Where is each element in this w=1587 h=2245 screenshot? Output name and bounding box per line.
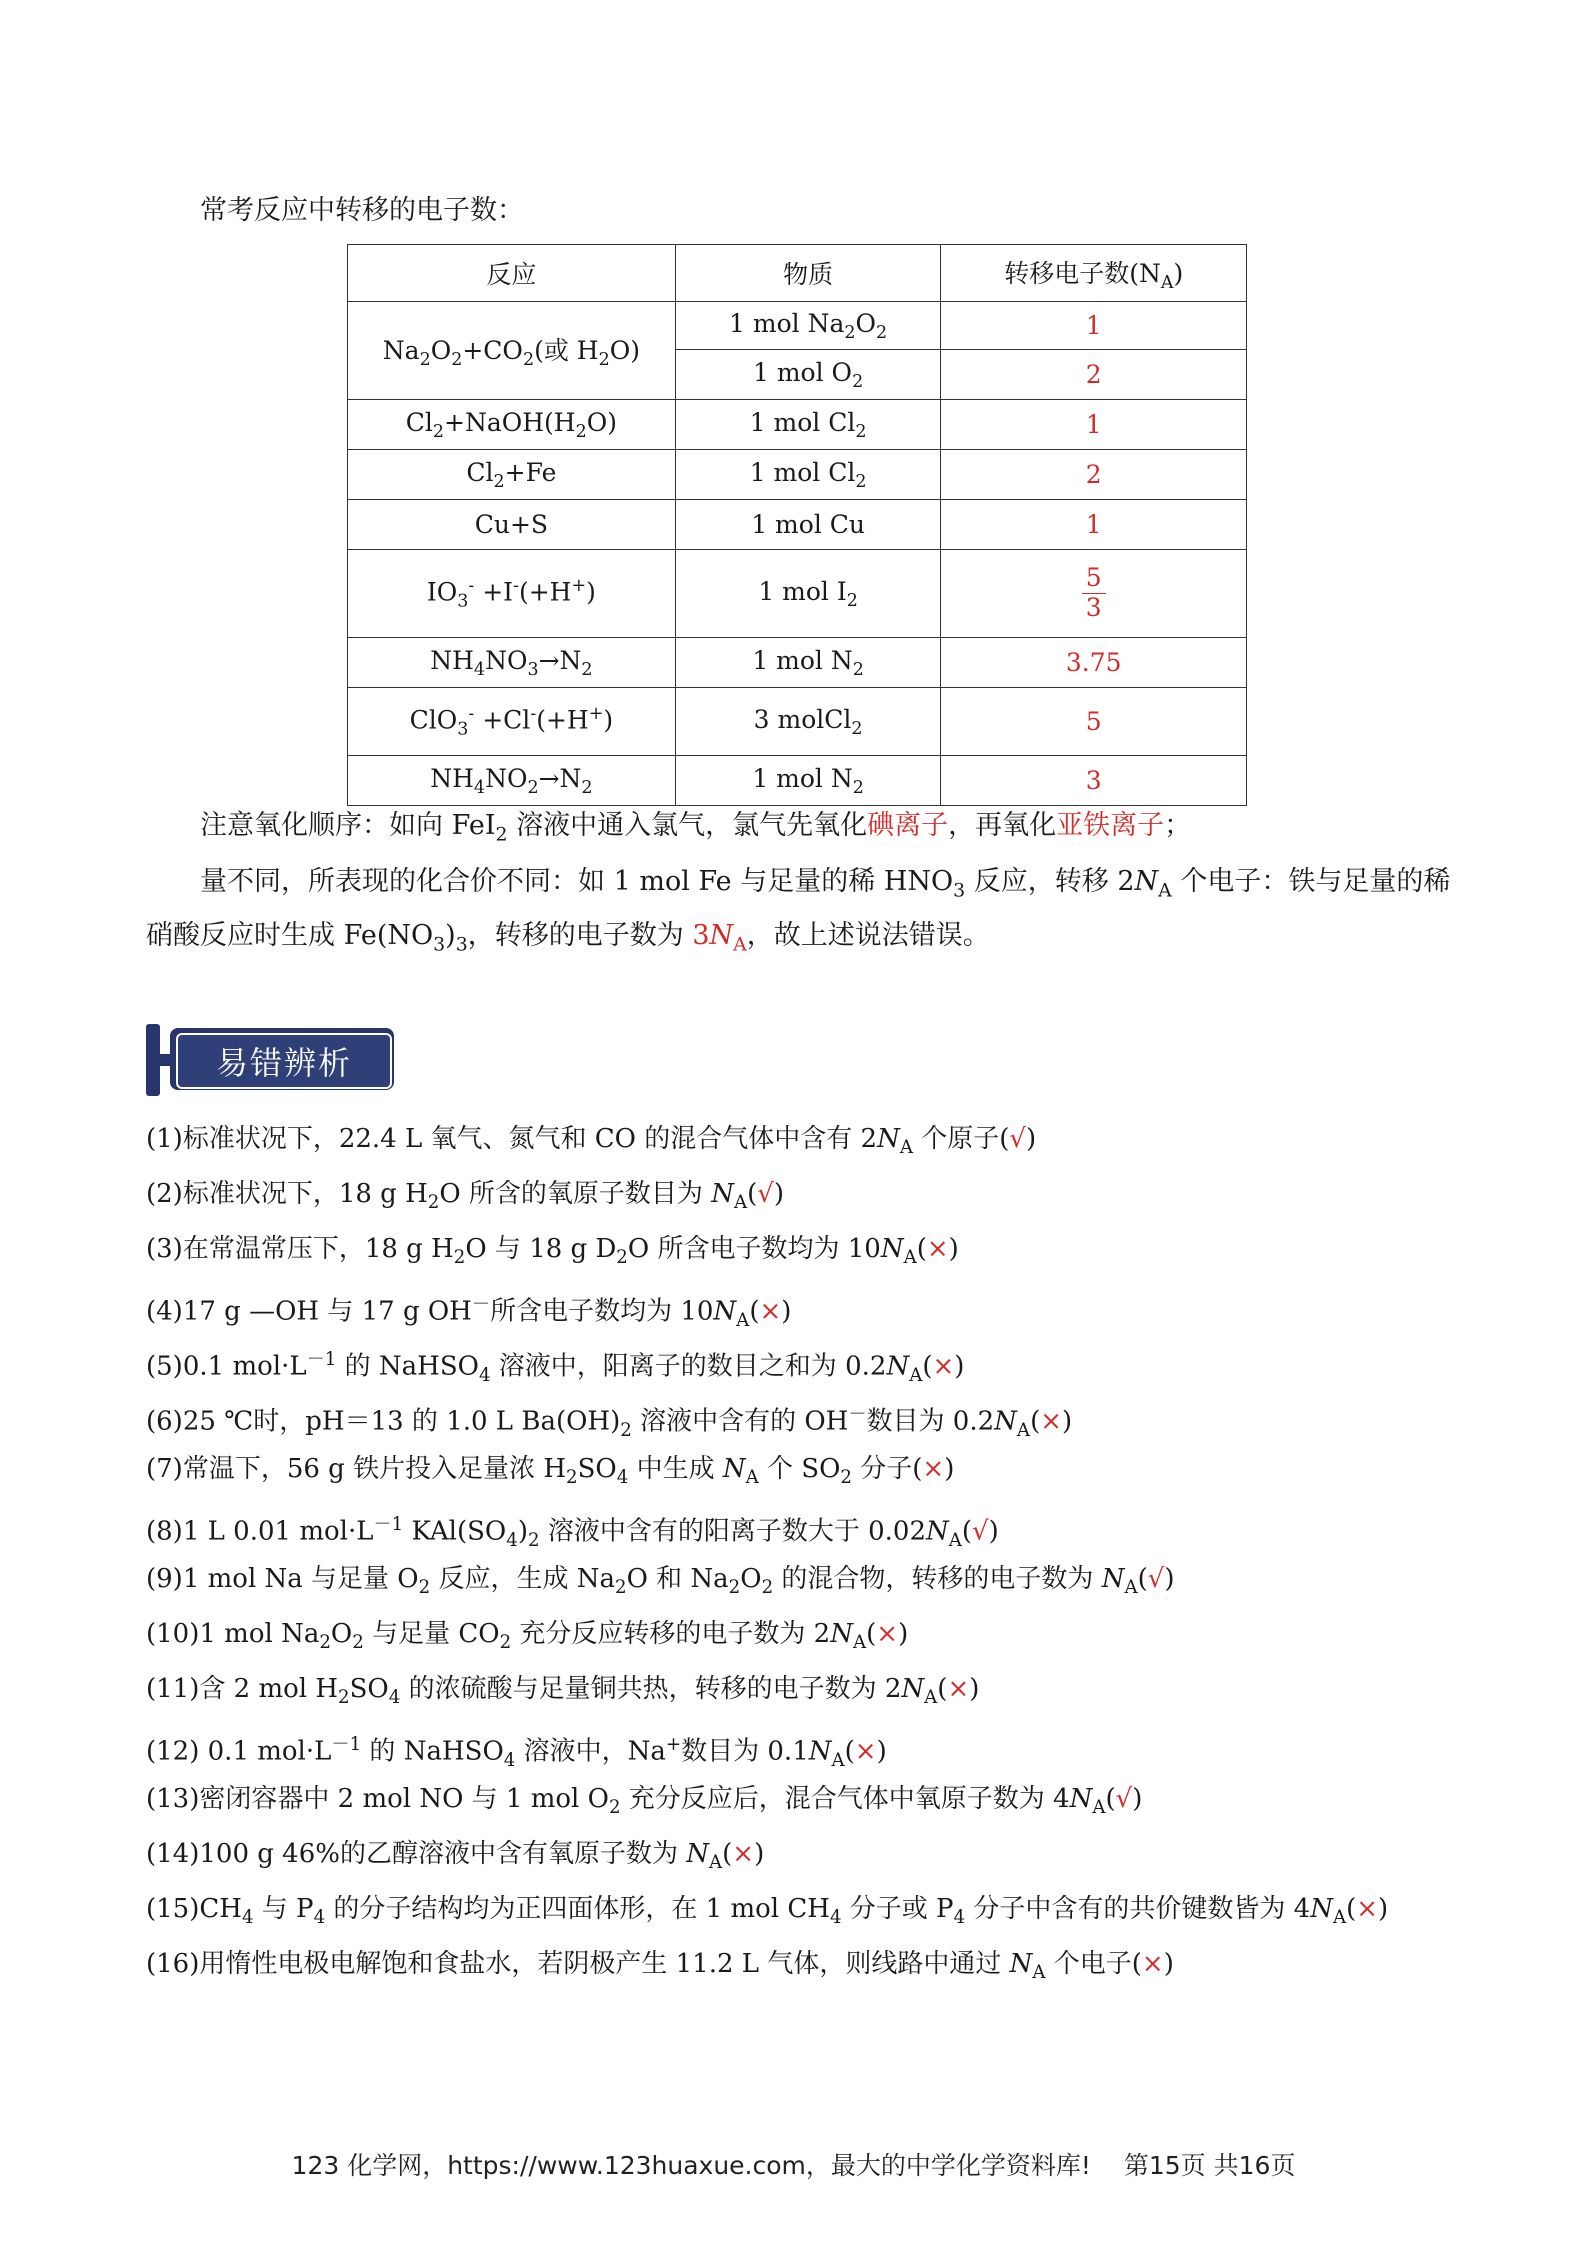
- electron-transfer-table: [347, 244, 1247, 806]
- note-oxidation-order: 注意氧化顺序：如向 FeI$_2$ 溶液中通入氯气，氯气先氧化碘离子，再氧化亚铁离子；: [200, 810, 1192, 846]
- intro-text: 常考反应中转移的电子数：: [200, 195, 524, 226]
- check-mark-icon: √: [1009, 1124, 1026, 1154]
- cross-mark-icon: ×: [1356, 1894, 1379, 1924]
- electrons-cell: 3: [941, 756, 1247, 806]
- electrons-cell: $\frac{5}{3}$: [941, 550, 1247, 638]
- table-row: [348, 500, 1247, 550]
- reaction-cell: $NH_4NO_3\to N_2$: [348, 638, 676, 688]
- list-item: (2)标准状况下，18 g $H_2O$ 所含的氧原子数目为 $N_A(√)$: [146, 1179, 784, 1214]
- list-item: (3)在常温常压下，18 g $H_2O$ 与 18 g $D_2O$ 所含电子数均为 $10N_A(\times)$: [146, 1234, 959, 1269]
- list-item: (16)用惰性电极电解饱和食盐水，若阴极产生 11.2 L 气体，则线路中通过 $N_A$ 个电子(×): [146, 1949, 1174, 1984]
- check-mark-icon: √: [1115, 1784, 1133, 1814]
- cross-mark-icon: ×: [759, 1296, 782, 1327]
- mistake-list: [146, 1112, 1388, 1992]
- cross-mark-icon: ×: [926, 1234, 949, 1264]
- electrons-cell: 3.75: [941, 638, 1247, 688]
- electrons-cell: 1: [941, 500, 1247, 550]
- list-item: (6)25 ℃时，pH＝13 的 1.0 L $Ba(OH)_2$ 溶液中含有的 OH－数目为 $0.2N_A(\times)$: [146, 1404, 1073, 1441]
- list-item: (8)1 L 0.01 $mol\cdot L^{-1}$ $KAl(SO_4)_2$ 溶液中含有的阳离子数大于 $0.02N_A(√)$: [146, 1514, 999, 1551]
- electrons-cell: 2: [941, 350, 1247, 400]
- electrons-cell: 1: [941, 302, 1247, 350]
- list-item: (13)密闭容器中 2 mol NO 与 1 mol $O_2$ 充分反应后，混合气体中氧原子数为 $4N_A(√)$: [146, 1784, 1143, 1819]
- electrons-cell: 1: [941, 400, 1247, 450]
- reaction-cell: $Cl_2+NaOH(H_2O)$: [348, 400, 676, 450]
- cross-mark-icon: ×: [922, 1454, 945, 1484]
- header-reaction: 反应: [348, 245, 676, 302]
- reaction-cell: $Na_2O_2+CO_2$(或 $H_2O$): [348, 302, 676, 400]
- section-banner: [146, 1024, 398, 1096]
- note-quantity-line2: 硝酸反应时生成 $Fe(NO_3)_3$，转移的电子数为 $3N_A$，故上述说法错误。: [146, 920, 990, 956]
- substance-cell: 1 mol $Cl_2$: [675, 450, 941, 500]
- cross-mark-icon: ×: [732, 1839, 755, 1869]
- check-mark-icon: √: [1147, 1564, 1165, 1594]
- note-quantity-line1: 量不同，所表现的化合价不同：如 1 mol Fe 与足量的稀 $HNO_3$ 反应，转移 $2N_A$ 个电子：铁与足量的稀: [200, 866, 1451, 902]
- table-row: [348, 450, 1247, 500]
- check-mark-icon: √: [757, 1179, 774, 1209]
- table-row: [348, 550, 1247, 638]
- substance-cell: 3 molCl$_2$: [675, 688, 941, 756]
- cross-mark-icon: ×: [1141, 1949, 1164, 1979]
- table-row: [348, 400, 1247, 450]
- cross-mark-icon: ×: [1040, 1406, 1063, 1437]
- list-item: (5)0.1 $mol\cdot L^{-1}$ 的 NaHSO$_4$ 溶液中，阳离子的数目之和为 $0.2N_A(\times)$: [146, 1349, 965, 1386]
- cross-mark-icon: ×: [854, 1736, 877, 1767]
- reaction-cell: ClO$_3$- +Cl-(+H+): [348, 688, 676, 756]
- table-row: [348, 638, 1247, 688]
- substance-cell: 1 mol $O_2$: [675, 350, 941, 400]
- substance-cell: 1 mol $N_2$: [675, 638, 941, 688]
- list-item: (9)1 mol Na 与足量 $O_2$ 反应，生成 $Na_2O$ 和 $Na_2O_2$ 的混合物，转移的电子数为 $N_A(√)$: [146, 1564, 1175, 1599]
- list-item: (10)1 mol $Na_2O_2$ 与足量 $CO_2$ 充分反应转移的电子数为 $2N_A(\times)$: [146, 1619, 909, 1654]
- cross-mark-icon: ×: [947, 1674, 970, 1704]
- cross-mark-icon: ×: [932, 1351, 955, 1382]
- substance-cell: 1 mol $Cl_2$: [675, 400, 941, 450]
- list-item: $(15)CH_4$ 与 $P_4$ 的分子结构均为正四面体形，在 1 mol $CH_4$ 分子或 $P_4$ 分子中含有的共价键数皆为 $4N_A(\times)$: [146, 1894, 1389, 1929]
- list-item: (12) 0.1 $mol\cdot L^{-1}$ 的 NaHSO$_4$ 溶液中，Na+数目为 $0.1N_A(\times)$: [146, 1734, 887, 1771]
- electrons-cell: 5: [941, 688, 1247, 756]
- substance-cell: 1 mol $Na_2O_2$: [675, 302, 941, 350]
- table-row: [348, 756, 1247, 806]
- header-electrons: 转移电子数$(N_A)$: [941, 245, 1247, 302]
- check-mark-icon: √: [972, 1516, 989, 1547]
- list-item: (1)标准状况下，22.4 L 氧气、氮气和 CO 的混合气体中含有 $2N_A$ 个原子(√): [146, 1124, 1037, 1159]
- list-item: (14)100 g 46%的乙醇溶液中含有氧原子数为 $N_A(\times)$: [146, 1839, 765, 1874]
- table-row: [348, 688, 1247, 756]
- table-header-row: [348, 245, 1247, 302]
- electrons-cell: 2: [941, 450, 1247, 500]
- reaction-cell: $Cl_2+Fe$: [348, 450, 676, 500]
- reaction-cell: $NH_4NO_2\to N_2$: [348, 756, 676, 806]
- substance-cell: 1 mol $N_2$: [675, 756, 941, 806]
- reaction-cell: $IO_3^- +I^-(+H^+)$: [348, 550, 676, 638]
- substance-cell: 1 mol $I_2$: [675, 550, 941, 638]
- table-row: [348, 302, 1247, 350]
- reaction-cell: Cu+S: [348, 500, 676, 550]
- list-item: (11)含 2 mol $H_2SO_4$ 的浓硫酸与足量铜共热，转移的电子数为 $2N_A(\times)$: [146, 1674, 980, 1709]
- list-item: (4)17 g —OH 与 17 g OH－所含电子数均为 $10N_A(\times)$: [146, 1294, 792, 1331]
- cross-mark-icon: ×: [876, 1619, 899, 1649]
- section-title: 易错辨析: [176, 1033, 392, 1089]
- list-item: (7)常温下，56 g 铁片投入足量浓 $H_2SO_4$ 中生成 $N_A$ 个 $SO_2$ 分子(×): [146, 1454, 955, 1489]
- page-footer: 123 化学网，https://www.123huaxue.com，最大的中学化学资料库! 第15页 共16页: [291, 2151, 1296, 2180]
- substance-cell: 1 mol Cu: [675, 500, 941, 550]
- header-substance: 物质: [675, 245, 941, 302]
